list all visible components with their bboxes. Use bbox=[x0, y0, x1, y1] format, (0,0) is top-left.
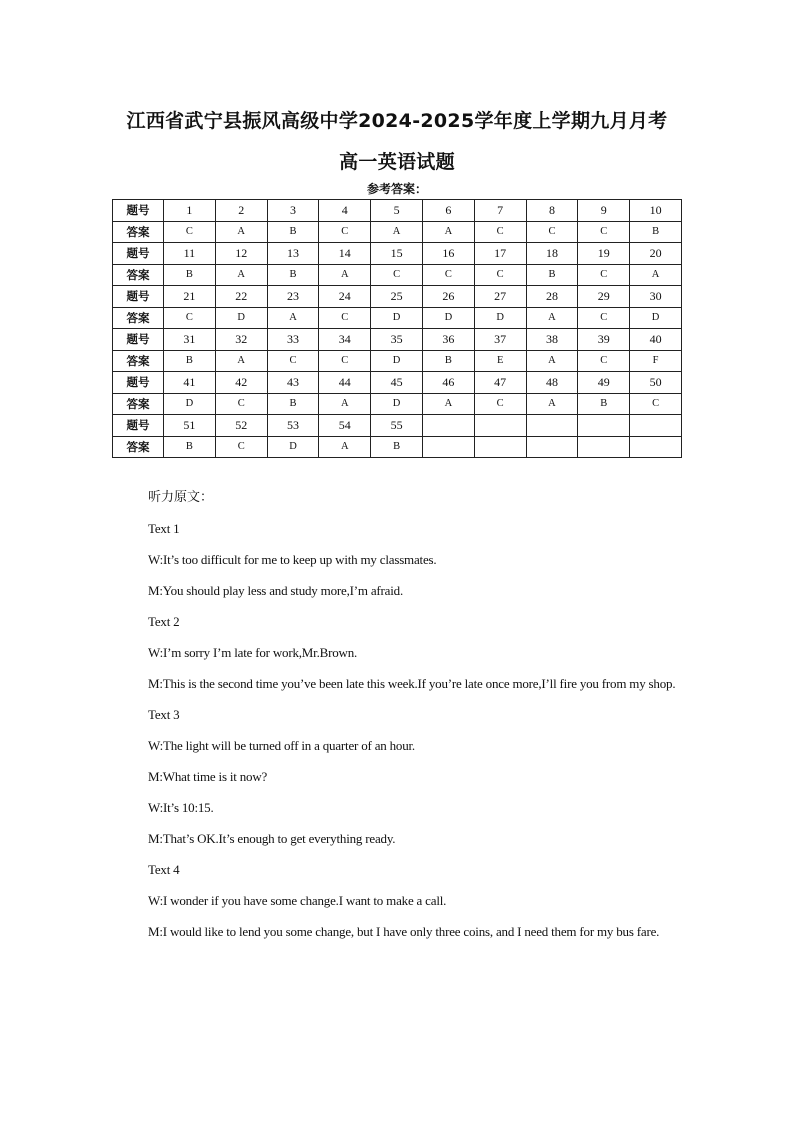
question-number-cell: 5 bbox=[371, 200, 423, 222]
answer-label-cell: 答案 bbox=[113, 350, 164, 372]
question-number-cell: 44 bbox=[319, 372, 371, 394]
answer-row bbox=[113, 436, 682, 458]
transcript-section-label: Text 3 bbox=[148, 707, 180, 722]
question-number-cell: 23 bbox=[267, 286, 319, 308]
question-number-cell: 24 bbox=[319, 286, 371, 308]
answer-row bbox=[113, 350, 682, 372]
answer-cell: B bbox=[164, 264, 216, 286]
transcript-heading: 听力原文： bbox=[148, 490, 214, 505]
answer-cell: D bbox=[371, 350, 423, 372]
question-number-cell: 34 bbox=[319, 329, 371, 351]
answer-cell: A bbox=[526, 350, 578, 372]
answer-cell: A bbox=[215, 221, 267, 243]
transcript-line: W:The light will be turned off in a quarter of an hour. bbox=[148, 738, 415, 753]
question-label-cell: 题号 bbox=[113, 329, 164, 351]
answer-cell: D bbox=[215, 307, 267, 329]
answer-row bbox=[113, 393, 682, 415]
question-label-cell: 题号 bbox=[113, 415, 164, 437]
answer-cell: A bbox=[319, 264, 371, 286]
question-number-cell: 2 bbox=[215, 200, 267, 222]
question-number-cell: 29 bbox=[578, 286, 630, 308]
question-number-cell: 39 bbox=[578, 329, 630, 351]
answer-cell: D bbox=[630, 307, 682, 329]
answer-cell: D bbox=[267, 436, 319, 458]
question-label-cell: 题号 bbox=[113, 200, 164, 222]
answer-cell: C bbox=[526, 221, 578, 243]
question-number-cell: 54 bbox=[319, 415, 371, 437]
answer-cell: C bbox=[319, 307, 371, 329]
answer-cell: D bbox=[422, 307, 474, 329]
transcript-line: M:This is the second time you’ve been late this week.If you’re late once more,I’ll fire you from my shop. bbox=[148, 676, 676, 691]
question-number-cell: 27 bbox=[474, 286, 526, 308]
answer-cell: C bbox=[474, 393, 526, 415]
answer-cell: A bbox=[215, 350, 267, 372]
question-number-cell: 14 bbox=[319, 243, 371, 265]
question-label-cell: 题号 bbox=[113, 243, 164, 265]
question-number-cell: 36 bbox=[422, 329, 474, 351]
question-number-cell: 52 bbox=[215, 415, 267, 437]
question-number-cell: 45 bbox=[371, 372, 423, 394]
exam-subject-title: 高一英语试题 bbox=[339, 151, 455, 173]
question-number-cell: 46 bbox=[422, 372, 474, 394]
question-number-cell: 49 bbox=[578, 372, 630, 394]
question-number-cell: 41 bbox=[164, 372, 216, 394]
exam-title: 江西省武宁县振风高级中学2024-2025学年度上学期九月月考 bbox=[126, 110, 668, 132]
answer-cell: B bbox=[164, 436, 216, 458]
question-number-cell: 21 bbox=[164, 286, 216, 308]
listening-transcript bbox=[120, 482, 676, 947]
question-number-cell: 26 bbox=[422, 286, 474, 308]
answer-key-table bbox=[112, 199, 682, 458]
answer-cell: C bbox=[578, 350, 630, 372]
answer-row bbox=[113, 307, 682, 329]
answer-cell: B bbox=[526, 264, 578, 286]
transcript-line: M:That’s OK.It’s enough to get everything ready. bbox=[148, 831, 396, 846]
answer-cell: B bbox=[267, 221, 319, 243]
answer-cell: A bbox=[422, 393, 474, 415]
answer-cell: A bbox=[422, 221, 474, 243]
question-number-row bbox=[113, 286, 682, 308]
answer-cell: B bbox=[164, 350, 216, 372]
question-number-cell: 1 bbox=[164, 200, 216, 222]
question-number-cell: 40 bbox=[630, 329, 682, 351]
question-number-cell: 51 bbox=[164, 415, 216, 437]
question-number-cell: 55 bbox=[371, 415, 423, 437]
question-number-cell bbox=[474, 415, 526, 437]
transcript-line: W:I wonder if you have some change.I want to make a call. bbox=[148, 893, 447, 908]
answer-cell: A bbox=[215, 264, 267, 286]
transcript-lines bbox=[120, 513, 676, 947]
answer-label-cell: 答案 bbox=[113, 264, 164, 286]
answer-cell: C bbox=[422, 264, 474, 286]
answer-cell: B bbox=[267, 393, 319, 415]
question-number-cell: 33 bbox=[267, 329, 319, 351]
answer-label-cell: 答案 bbox=[113, 436, 164, 458]
question-number-row bbox=[113, 200, 682, 222]
question-label-cell: 题号 bbox=[113, 286, 164, 308]
answer-cell bbox=[474, 436, 526, 458]
answer-cell bbox=[578, 436, 630, 458]
question-number-cell: 28 bbox=[526, 286, 578, 308]
question-number-cell bbox=[630, 415, 682, 437]
answer-key-heading: 参考答案： bbox=[366, 182, 427, 196]
question-number-cell: 4 bbox=[319, 200, 371, 222]
question-number-row bbox=[113, 329, 682, 351]
question-number-cell: 43 bbox=[267, 372, 319, 394]
question-label-cell: 题号 bbox=[113, 372, 164, 394]
question-number-cell: 11 bbox=[164, 243, 216, 265]
question-number-cell: 42 bbox=[215, 372, 267, 394]
answer-cell: A bbox=[371, 221, 423, 243]
transcript-line: M:I would like to lend you some change, but I have only three coins, and I need them for my bus fare. bbox=[148, 924, 660, 939]
question-number-cell: 7 bbox=[474, 200, 526, 222]
question-number-cell: 25 bbox=[371, 286, 423, 308]
answer-cell: C bbox=[215, 393, 267, 415]
transcript-line: W:It’s too difficult for me to keep up with my classmates. bbox=[148, 552, 437, 567]
answer-cell: C bbox=[319, 221, 371, 243]
answer-cell: C bbox=[578, 221, 630, 243]
answer-cell: F bbox=[630, 350, 682, 372]
answer-label-cell: 答案 bbox=[113, 393, 164, 415]
answer-cell: D bbox=[371, 307, 423, 329]
question-number-cell: 8 bbox=[526, 200, 578, 222]
question-number-cell: 48 bbox=[526, 372, 578, 394]
question-number-cell: 38 bbox=[526, 329, 578, 351]
answer-label-cell: 答案 bbox=[113, 221, 164, 243]
answer-cell: B bbox=[371, 436, 423, 458]
answer-cell: E bbox=[474, 350, 526, 372]
question-number-cell: 12 bbox=[215, 243, 267, 265]
answer-cell: B bbox=[267, 264, 319, 286]
answer-cell: A bbox=[526, 307, 578, 329]
question-number-row bbox=[113, 243, 682, 265]
answer-cell: C bbox=[578, 264, 630, 286]
question-number-row bbox=[113, 372, 682, 394]
answer-row bbox=[113, 221, 682, 243]
transcript-section-label: Text 2 bbox=[148, 614, 180, 629]
answer-cell: C bbox=[319, 350, 371, 372]
question-number-cell bbox=[422, 415, 474, 437]
transcript-line: M:You should play less and study more,I’m afraid. bbox=[148, 583, 403, 598]
question-number-cell: 17 bbox=[474, 243, 526, 265]
question-number-cell: 32 bbox=[215, 329, 267, 351]
answer-cell: D bbox=[164, 393, 216, 415]
question-number-cell: 31 bbox=[164, 329, 216, 351]
question-number-cell: 10 bbox=[630, 200, 682, 222]
question-number-cell: 19 bbox=[578, 243, 630, 265]
answer-cell: D bbox=[371, 393, 423, 415]
question-number-cell: 35 bbox=[371, 329, 423, 351]
answer-cell bbox=[526, 436, 578, 458]
question-number-cell: 47 bbox=[474, 372, 526, 394]
answer-cell: C bbox=[164, 307, 216, 329]
answer-cell: C bbox=[371, 264, 423, 286]
answer-label-cell: 答案 bbox=[113, 307, 164, 329]
answer-cell: C bbox=[267, 350, 319, 372]
answer-cell: C bbox=[474, 264, 526, 286]
transcript-line: W:I’m sorry I’m late for work,Mr.Brown. bbox=[148, 645, 358, 660]
transcript-section-label: Text 4 bbox=[148, 862, 180, 877]
question-number-cell: 20 bbox=[630, 243, 682, 265]
answer-cell bbox=[630, 436, 682, 458]
answer-cell: C bbox=[474, 221, 526, 243]
question-number-cell bbox=[578, 415, 630, 437]
question-number-row bbox=[113, 415, 682, 437]
question-number-cell bbox=[526, 415, 578, 437]
answer-cell: A bbox=[630, 264, 682, 286]
answer-cell: C bbox=[630, 393, 682, 415]
question-number-cell: 37 bbox=[474, 329, 526, 351]
question-number-cell: 22 bbox=[215, 286, 267, 308]
transcript-line: W:It’s 10:15. bbox=[148, 800, 214, 815]
question-number-cell: 50 bbox=[630, 372, 682, 394]
answer-cell: C bbox=[578, 307, 630, 329]
answer-cell bbox=[422, 436, 474, 458]
question-number-cell: 6 bbox=[422, 200, 474, 222]
question-number-cell: 15 bbox=[371, 243, 423, 265]
answer-cell: B bbox=[630, 221, 682, 243]
transcript-section-label: Text 1 bbox=[148, 521, 180, 536]
answer-cell: C bbox=[215, 436, 267, 458]
question-number-cell: 3 bbox=[267, 200, 319, 222]
answer-cell: A bbox=[319, 436, 371, 458]
answer-cell: D bbox=[474, 307, 526, 329]
answer-cell: B bbox=[578, 393, 630, 415]
answer-cell: A bbox=[319, 393, 371, 415]
answer-row bbox=[113, 264, 682, 286]
transcript-line: M:What time is it now? bbox=[148, 769, 268, 784]
question-number-cell: 9 bbox=[578, 200, 630, 222]
answer-cell: A bbox=[267, 307, 319, 329]
question-number-cell: 53 bbox=[267, 415, 319, 437]
question-number-cell: 16 bbox=[422, 243, 474, 265]
question-number-cell: 13 bbox=[267, 243, 319, 265]
question-number-cell: 18 bbox=[526, 243, 578, 265]
answer-cell: B bbox=[422, 350, 474, 372]
question-number-cell: 30 bbox=[630, 286, 682, 308]
answer-cell: C bbox=[164, 221, 216, 243]
answer-cell: A bbox=[526, 393, 578, 415]
